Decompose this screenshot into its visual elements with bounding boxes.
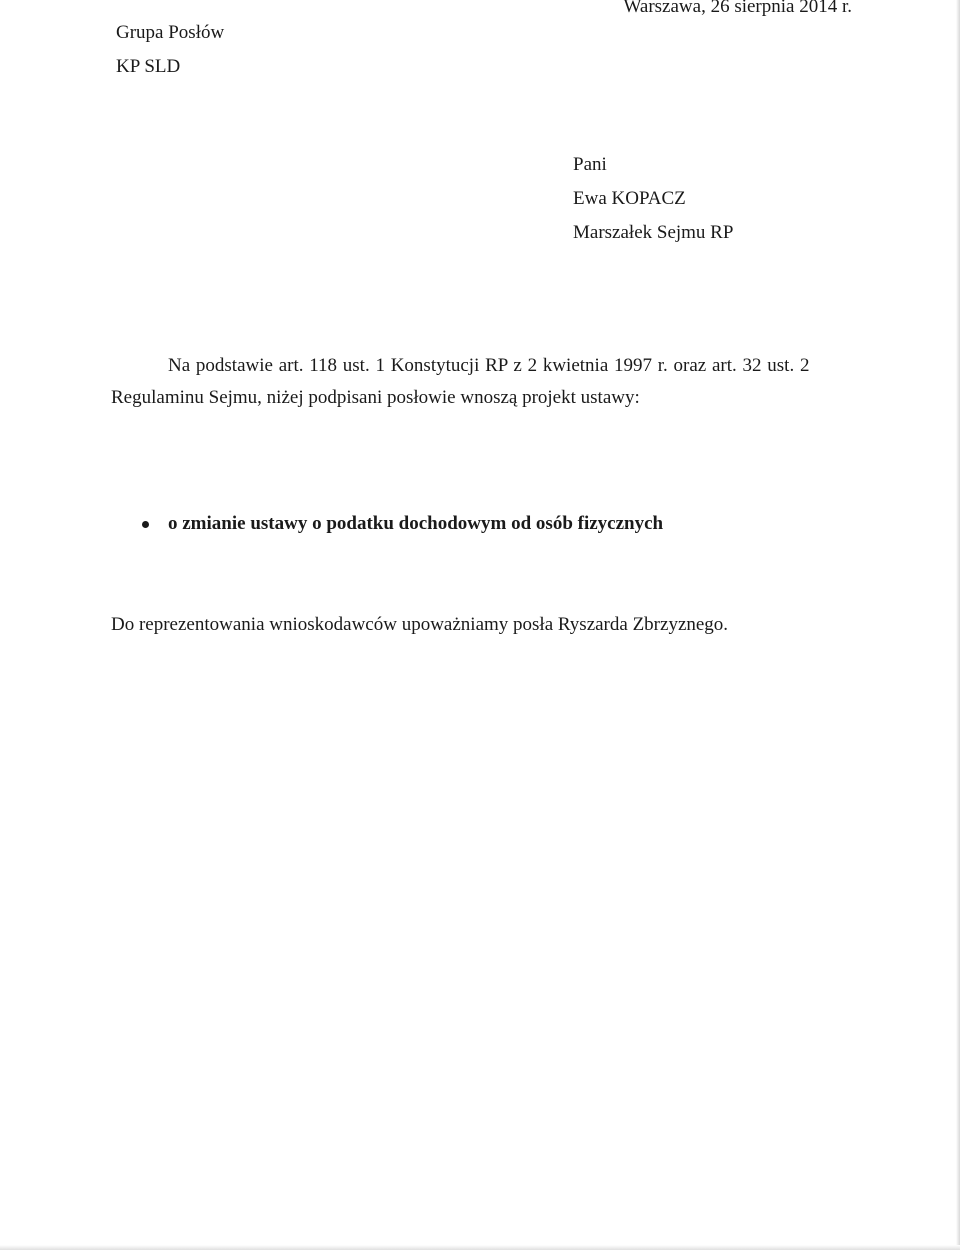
intro-line-2: Regulaminu Sejmu, niżej podpisani posłowie wnoszą projekt ustawy: xyxy=(111,387,640,408)
sender-block xyxy=(116,16,224,84)
recipient-name: Ewa KOPACZ xyxy=(573,188,686,209)
bill-title: o zmianie ustawy o podatku dochodowym od osób fizycznych xyxy=(168,513,664,534)
recipient-salutation: Pani xyxy=(573,154,607,175)
page-edge-bottom xyxy=(0,1245,960,1250)
recipient-block xyxy=(573,148,733,250)
sender-group: Grupa Posłów xyxy=(116,22,225,43)
intro-paragraph xyxy=(111,350,853,414)
closing-paragraph: Do reprezentowania wnioskodawców upoważniamy posła Ryszarda Zbrzyznego. xyxy=(111,614,729,635)
recipient-title: Marszałek Sejmu RP xyxy=(573,222,734,243)
intro-line-1: Na podstawie art. 118 ust. 1 Konstytucji RP z 2 kwietnia 1997 r. oraz art. 32 ust. 2 xyxy=(168,355,810,376)
page-edge-right xyxy=(956,0,960,1250)
bill-item xyxy=(140,510,663,538)
document-date: Warszawa, 26 sierpnia 2014 r. xyxy=(623,0,852,17)
sender-club: KP SLD xyxy=(116,56,181,77)
bullet-icon xyxy=(142,521,149,528)
bill-list xyxy=(140,510,663,538)
